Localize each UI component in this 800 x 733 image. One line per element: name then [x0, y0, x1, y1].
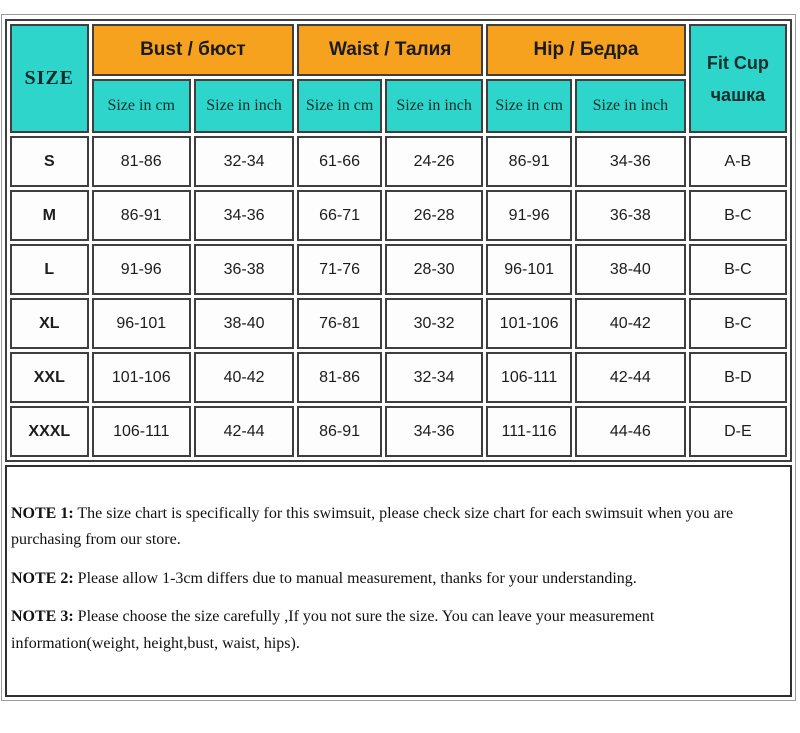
- waist-inch-cell: 26-28: [385, 190, 483, 241]
- waist-inch-cell: 30-32: [385, 298, 483, 349]
- note-label-3: NOTE 3:: [11, 608, 74, 626]
- fit-cup-cell: B-C: [689, 298, 787, 349]
- bust-cm-cell: 101-106: [92, 352, 191, 403]
- fit-cup-line1: Fit Cup: [706, 52, 769, 73]
- waist-inch-cell: 24-26: [385, 136, 483, 187]
- waist-inch-cell: 32-34: [385, 352, 483, 403]
- waist-inch-cell: 28-30: [385, 244, 483, 295]
- waist-cm-cell: 66-71: [297, 190, 382, 241]
- table-row-xxl: [10, 352, 787, 403]
- waist-group-header: Waist / Талия: [297, 24, 483, 76]
- waist-inch-subheader: Size in inch: [385, 79, 483, 133]
- note-paragraph-3: [11, 604, 782, 657]
- bust-inch-cell: 42-44: [194, 406, 294, 457]
- note-label-1: NOTE 1:: [11, 505, 74, 522]
- fit-cup-cell: B-C: [689, 244, 787, 295]
- note-paragraph-2: [11, 566, 782, 592]
- fit-cup-cell: A-B: [689, 136, 787, 187]
- table-row-s: [10, 136, 787, 187]
- fit-cup-cell: B-C: [689, 190, 787, 241]
- bust-cm-cell: 106-111: [92, 406, 191, 457]
- bust-cm-cell: 81-86: [92, 136, 191, 187]
- subheader-row: [10, 79, 787, 133]
- hip-inch-cell: 34-36: [575, 136, 686, 187]
- waist-cm-subheader: Size in cm: [297, 79, 382, 133]
- fit-cup-line2: чашка: [710, 84, 766, 105]
- hip-cm-subheader: Size in cm: [486, 79, 572, 133]
- bust-cm-cell: 86-91: [92, 190, 191, 241]
- size-chart-table: [5, 19, 792, 462]
- hip-cm-cell: 106-111: [486, 352, 572, 403]
- hip-group-header: Hip / Бедра: [486, 24, 685, 76]
- header-group-row: [10, 24, 787, 76]
- hip-cm-cell: 111-116: [486, 406, 572, 457]
- note-text-2: Please allow 1-3cm differs due to manual measurement, thanks for your understanding.: [73, 569, 637, 587]
- fit-cup-cell: B-D: [689, 352, 787, 403]
- note-paragraph-1: [11, 501, 782, 554]
- bust-inch-cell: 38-40: [194, 298, 294, 349]
- waist-cm-cell: 76-81: [297, 298, 382, 349]
- bust-inch-cell: 32-34: [194, 136, 294, 187]
- hip-inch-cell: 36-38: [575, 190, 686, 241]
- note-label-2: NOTE 2:: [11, 569, 74, 587]
- hip-inch-subheader: Size in inch: [575, 79, 686, 133]
- waist-cm-cell: 61-66: [297, 136, 382, 187]
- waist-cm-cell: 86-91: [297, 406, 382, 457]
- table-row-xl: [10, 298, 787, 349]
- bust-cm-subheader: Size in cm: [92, 79, 191, 133]
- table-row-l: [10, 244, 787, 295]
- bust-inch-cell: 34-36: [194, 190, 294, 241]
- hip-inch-cell: 44-46: [575, 406, 686, 457]
- size-cell: M: [10, 190, 89, 241]
- chart-frame: [1, 14, 796, 701]
- bust-inch-subheader: Size in inch: [194, 79, 294, 133]
- hip-inch-cell: 42-44: [575, 352, 686, 403]
- waist-cm-cell: 71-76: [297, 244, 382, 295]
- hip-cm-cell: 86-91: [486, 136, 572, 187]
- size-cell: XXXL: [10, 406, 89, 457]
- size-column-header: SIZE: [10, 24, 89, 133]
- fit-cup-header: [689, 24, 787, 133]
- size-cell: L: [10, 244, 89, 295]
- bust-cm-cell: 91-96: [92, 244, 191, 295]
- table-row-m: [10, 190, 787, 241]
- notes-box: [5, 465, 792, 697]
- fit-cup-cell: D-E: [689, 406, 787, 457]
- hip-cm-cell: 91-96: [486, 190, 572, 241]
- hip-cm-cell: 101-106: [486, 298, 572, 349]
- waist-cm-cell: 81-86: [297, 352, 382, 403]
- bust-inch-cell: 36-38: [194, 244, 294, 295]
- waist-inch-cell: 34-36: [385, 406, 483, 457]
- size-cell: S: [10, 136, 89, 187]
- bust-group-header: Bust / бюст: [92, 24, 295, 76]
- bust-cm-cell: 96-101: [92, 298, 191, 349]
- size-cell: XXL: [10, 352, 89, 403]
- table-row-xxxl: [10, 406, 787, 457]
- hip-inch-cell: 38-40: [575, 244, 686, 295]
- size-cell: XL: [10, 298, 89, 349]
- note-text-3: Please choose the size carefully ,If you not sure the size. You can leave your measurement information(weight, height,bust, waist, hips).: [11, 608, 655, 652]
- hip-inch-cell: 40-42: [575, 298, 686, 349]
- bust-inch-cell: 40-42: [194, 352, 294, 403]
- hip-cm-cell: 96-101: [486, 244, 572, 295]
- note-text-1: The size chart is specifically for this swimsuit, please check size chart for each swimsuit when you are purchasing from our store.: [11, 505, 734, 549]
